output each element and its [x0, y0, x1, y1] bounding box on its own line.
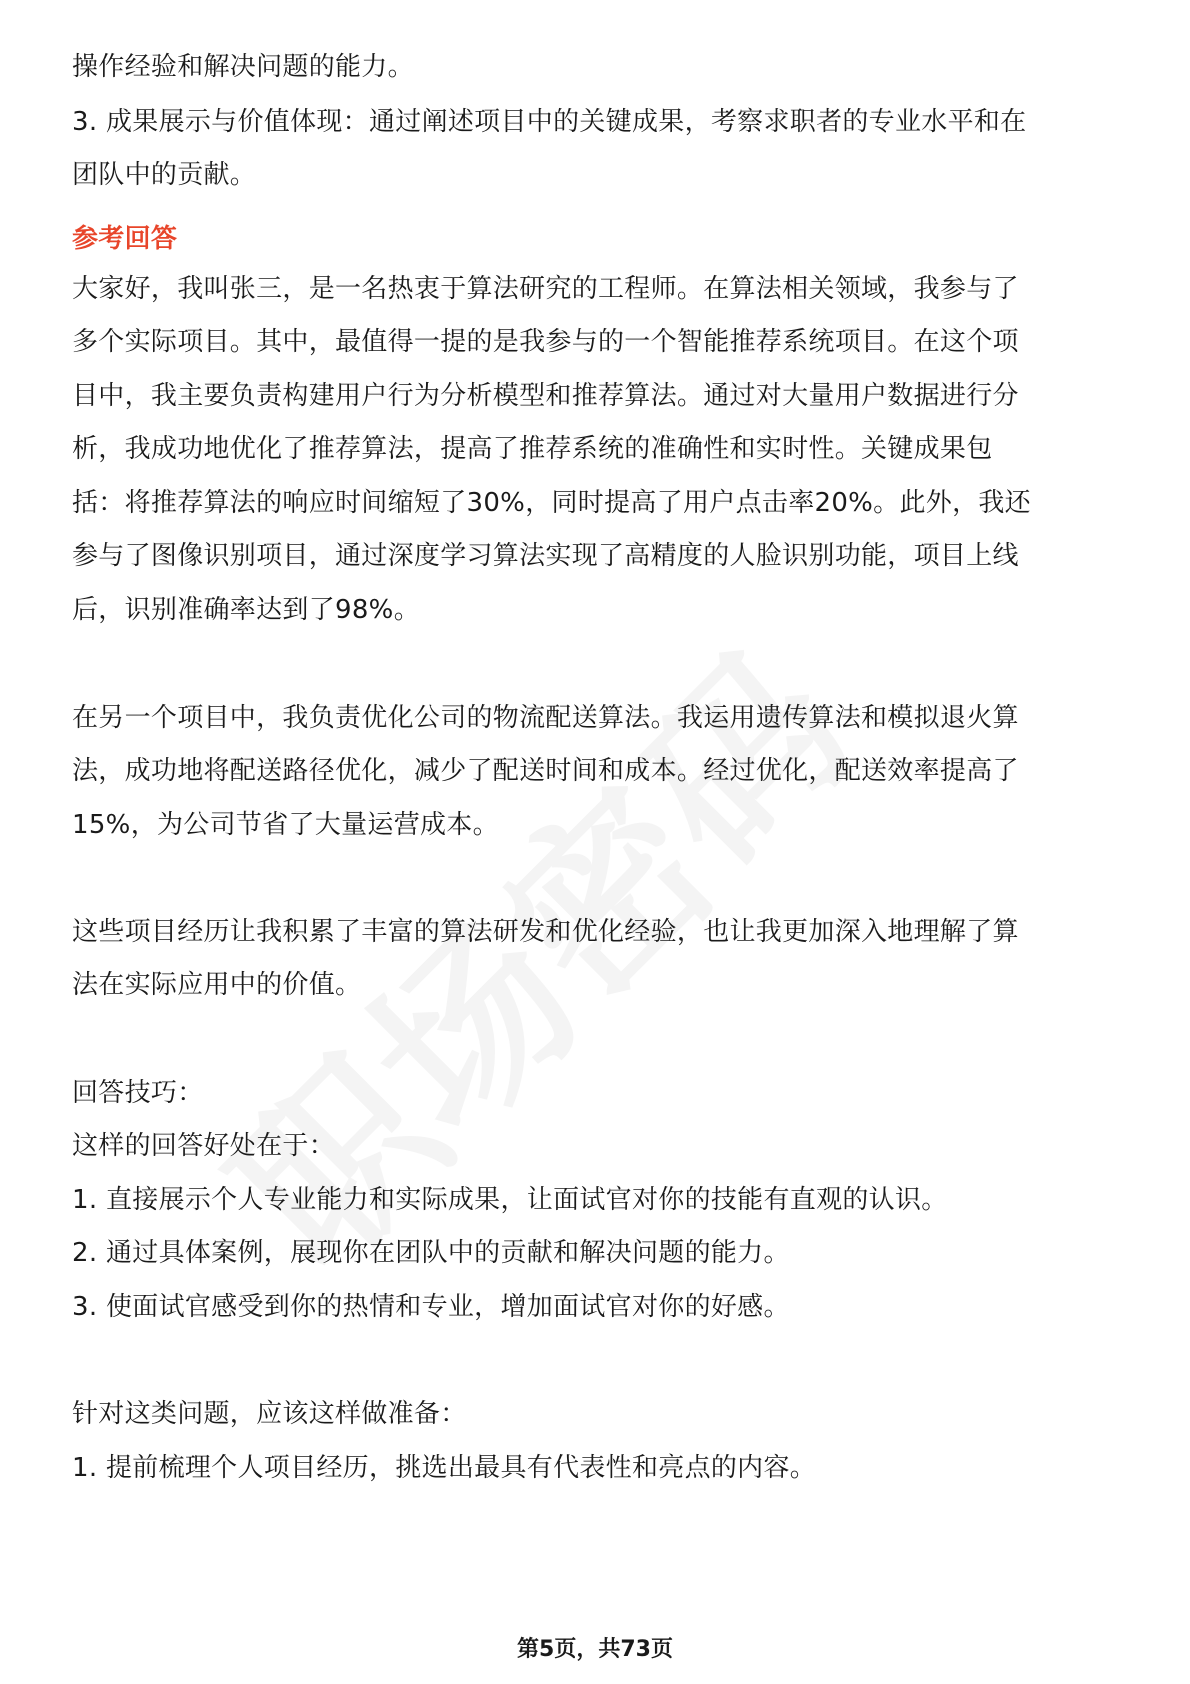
text-line: 团队中的贡献。 [72, 160, 257, 190]
text-line: 后，识别准确率达到了98%。 [72, 595, 420, 625]
text-line: 多个实际项目。其中，最值得一提的是我参与的一个智能推荐系统项目。在这个项 [72, 327, 1019, 357]
prep-intro: 针对这类问题，应该这样做准备： [72, 1399, 467, 1429]
text-line: 大家好，我叫张三，是一名热衷于算法研究的工程师。在算法相关领域，我参与了 [72, 274, 1019, 304]
text-line: 操作经验和解决问题的能力。 [72, 52, 414, 82]
text-line: 3. 成果展示与价值体现：通过阐述项目中的关键成果，考察求职者的专业水平和在 [72, 107, 1027, 137]
list-item: 1. 提前梳理个人项目经历，挑选出最具有代表性和亮点的内容。 [72, 1453, 817, 1483]
answer-heading: 参考回答 [72, 224, 178, 254]
text-line: 析，我成功地优化了推荐算法，提高了推荐系统的准确性和实时性。关键成果包 [72, 434, 993, 464]
text-line: 参与了图像识别项目，通过深度学习算法实现了高精度的人脸识别功能，项目上线 [72, 541, 1019, 571]
list-item: 1. 直接展示个人专业能力和实际成果，让面试官对你的技能有直观的认识。 [72, 1185, 948, 1215]
text-line: 目中，我主要负责构建用户行为分析模型和推荐算法。通过对大量用户数据进行分 [72, 381, 1019, 411]
list-item: 2. 通过具体案例，展现你在团队中的贡献和解决问题的能力。 [72, 1238, 790, 1268]
list-item: 3. 使面试官感受到你的热情和专业，增加面试官对你的好感。 [72, 1292, 790, 1322]
tips-intro: 这样的回答好处在于： [72, 1131, 336, 1161]
text-line: 括：将推荐算法的响应时间缩短了30%，同时提高了用户点击率20%。此外，我还 [72, 488, 1031, 518]
text-line: 在另一个项目中，我负责优化公司的物流配送算法。我运用遗传算法和模拟退火算 [72, 703, 1019, 733]
text-line: 15%，为公司节省了大量运营成本。 [72, 810, 499, 840]
tips-heading: 回答技巧： [72, 1078, 204, 1108]
text-line: 这些项目经历让我积累了丰富的算法研发和优化经验，也让我更加深入地理解了算 [72, 917, 1019, 947]
text-line: 法在实际应用中的价值。 [72, 970, 362, 1000]
page-number: 第5页，共73页 [517, 1637, 673, 1662]
text-line: 法，成功地将配送路径优化，减少了配送时间和成本。经过优化，配送效率提高了 [72, 756, 1019, 786]
